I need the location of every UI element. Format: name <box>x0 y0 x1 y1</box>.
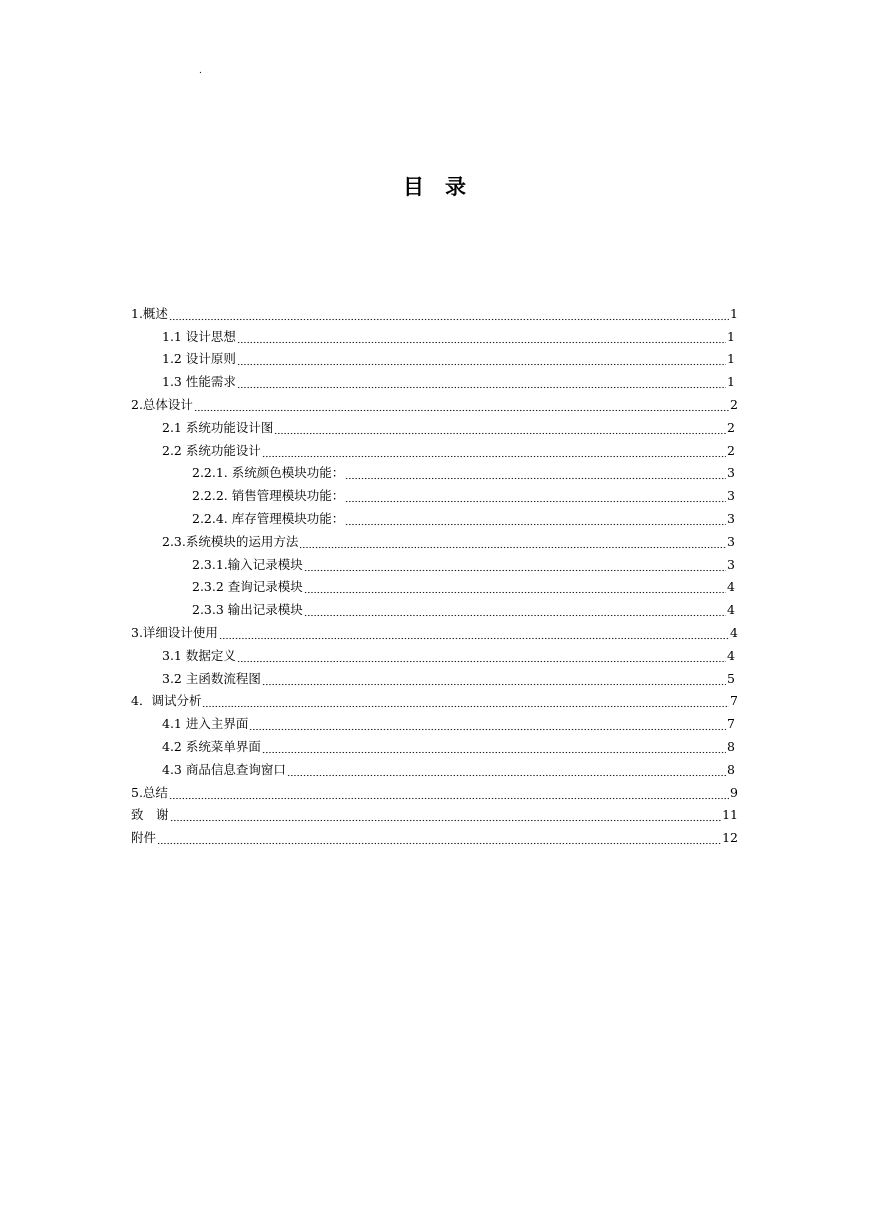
toc-entry[interactable] <box>131 686 738 709</box>
toc-dot-leader <box>219 627 729 640</box>
toc-dot-leader <box>237 650 726 663</box>
toc-dot-leader <box>194 399 729 412</box>
toc-dot-leader <box>262 445 726 458</box>
toc-dot-leader <box>262 673 726 686</box>
toc-page-number: 12 <box>722 830 738 846</box>
toc-entry-text: 1.3 性能需求 <box>162 374 236 390</box>
toc-entry-text: 2.2.1. 系统颜色模块功能： <box>192 465 345 481</box>
toc-page-number: 1 <box>730 305 738 321</box>
toc-entry[interactable] <box>131 412 738 435</box>
toc-page-number: 5 <box>727 670 735 686</box>
toc-dot-leader <box>262 741 726 754</box>
toc-entry[interactable] <box>131 800 738 823</box>
toc-page-number: 11 <box>722 807 738 823</box>
toc-page-number: 1 <box>727 374 735 390</box>
toc-title: 目 录 <box>403 175 466 199</box>
toc-page-number: 2 <box>730 396 738 412</box>
toc-dot-leader <box>304 559 726 572</box>
toc-entry-text: 2.3.2 查询记录模块 <box>192 579 303 595</box>
table-of-contents <box>131 298 738 845</box>
toc-page-number: 4 <box>730 624 738 640</box>
toc-entry-text: 2.2 系统功能设计 <box>162 442 261 458</box>
toc-entry[interactable] <box>131 526 738 549</box>
toc-entry-text: 3.2 主函数流程图 <box>162 670 261 686</box>
toc-entry-text: 5.总结 <box>131 784 168 800</box>
toc-page-number: 4 <box>727 579 735 595</box>
toc-dot-leader <box>237 353 726 366</box>
toc-page-number: 3 <box>727 465 735 481</box>
toc-page-number: 2 <box>727 442 735 458</box>
toc-dot-leader <box>237 331 726 344</box>
toc-entry[interactable] <box>131 708 738 731</box>
toc-entry[interactable] <box>131 822 738 845</box>
toc-entry-text: 2.总体设计 <box>131 396 193 412</box>
toc-entry-text: 2.3.1.输入记录模块 <box>192 556 303 572</box>
toc-entry-text: 4．调试分析 <box>131 693 202 709</box>
toc-entry-text: 致 谢 <box>131 807 169 823</box>
toc-entry[interactable] <box>131 321 738 344</box>
toc-dot-leader <box>237 376 726 389</box>
toc-dot-leader <box>299 536 726 549</box>
toc-entry-text: 1.1 设计思想 <box>162 328 236 344</box>
toc-dot-leader <box>157 832 721 845</box>
toc-page-number: 1 <box>727 351 735 367</box>
toc-dot-leader <box>169 787 729 800</box>
toc-page-number: 1 <box>727 328 735 344</box>
toc-entry-text: 2.3.系统模块的运用方法 <box>162 533 299 549</box>
toc-entry[interactable] <box>131 731 738 754</box>
toc-entry[interactable] <box>131 344 738 367</box>
toc-entry[interactable] <box>131 458 738 481</box>
toc-dot-leader <box>345 467 726 480</box>
toc-page-number: 9 <box>730 784 738 800</box>
toc-entry-text: 3.详细设计使用 <box>131 624 218 640</box>
toc-entry-text: 2.2.4. 库存管理模块功能： <box>192 510 345 526</box>
toc-dot-leader <box>304 581 726 594</box>
toc-entry[interactable] <box>131 640 738 663</box>
toc-dot-leader <box>170 809 722 822</box>
toc-entry[interactable] <box>131 777 738 800</box>
toc-entry[interactable] <box>131 435 738 458</box>
toc-page-number: 3 <box>727 510 735 526</box>
toc-entry-text: 4.3 商品信息查询窗口 <box>162 761 286 777</box>
toc-entry-text: 2.1 系统功能设计图 <box>162 419 274 435</box>
page-mark: . <box>199 66 202 76</box>
toc-entry-text: 4.2 系统菜单界面 <box>162 738 261 754</box>
toc-page-number: 3 <box>727 556 735 572</box>
toc-entry[interactable] <box>131 298 738 321</box>
toc-entry[interactable] <box>131 594 738 617</box>
toc-dot-leader <box>249 718 726 731</box>
toc-page-number: 3 <box>727 533 735 549</box>
toc-entry[interactable] <box>131 754 738 777</box>
toc-dot-leader <box>287 764 726 777</box>
toc-entry-text: 1.2 设计原则 <box>162 351 236 367</box>
toc-entry-text: 2.3.3 输出记录模块 <box>192 602 303 618</box>
toc-page-number: 3 <box>727 488 735 504</box>
toc-entry-text: 附件 <box>131 830 157 846</box>
toc-entry-text: 2.2.2. 销售管理模块功能： <box>192 488 345 504</box>
toc-entry[interactable] <box>131 480 738 503</box>
toc-entry[interactable] <box>131 389 738 412</box>
toc-page-number: 7 <box>730 693 738 709</box>
toc-page-number: 8 <box>727 738 735 754</box>
toc-entry[interactable] <box>131 503 738 526</box>
toc-entry[interactable] <box>131 572 738 595</box>
toc-dot-leader <box>169 308 729 321</box>
toc-dot-leader <box>304 604 726 617</box>
toc-entry-text: 4.1 进入主界面 <box>162 716 249 732</box>
toc-page-number: 8 <box>727 761 735 777</box>
toc-page-number: 2 <box>727 419 735 435</box>
toc-dot-leader <box>202 695 729 708</box>
toc-page-number: 4 <box>727 647 735 663</box>
toc-entry-text: 3.1 数据定义 <box>162 647 236 663</box>
toc-entry[interactable] <box>131 617 738 640</box>
toc-page-number: 4 <box>727 602 735 618</box>
toc-entry[interactable] <box>131 549 738 572</box>
toc-entry[interactable] <box>131 366 738 389</box>
toc-dot-leader <box>345 490 726 503</box>
toc-page-number: 7 <box>727 716 735 732</box>
toc-dot-leader <box>345 513 726 526</box>
toc-dot-leader <box>274 422 726 435</box>
toc-entry-text: 1.概述 <box>131 305 168 321</box>
toc-entry[interactable] <box>131 663 738 686</box>
